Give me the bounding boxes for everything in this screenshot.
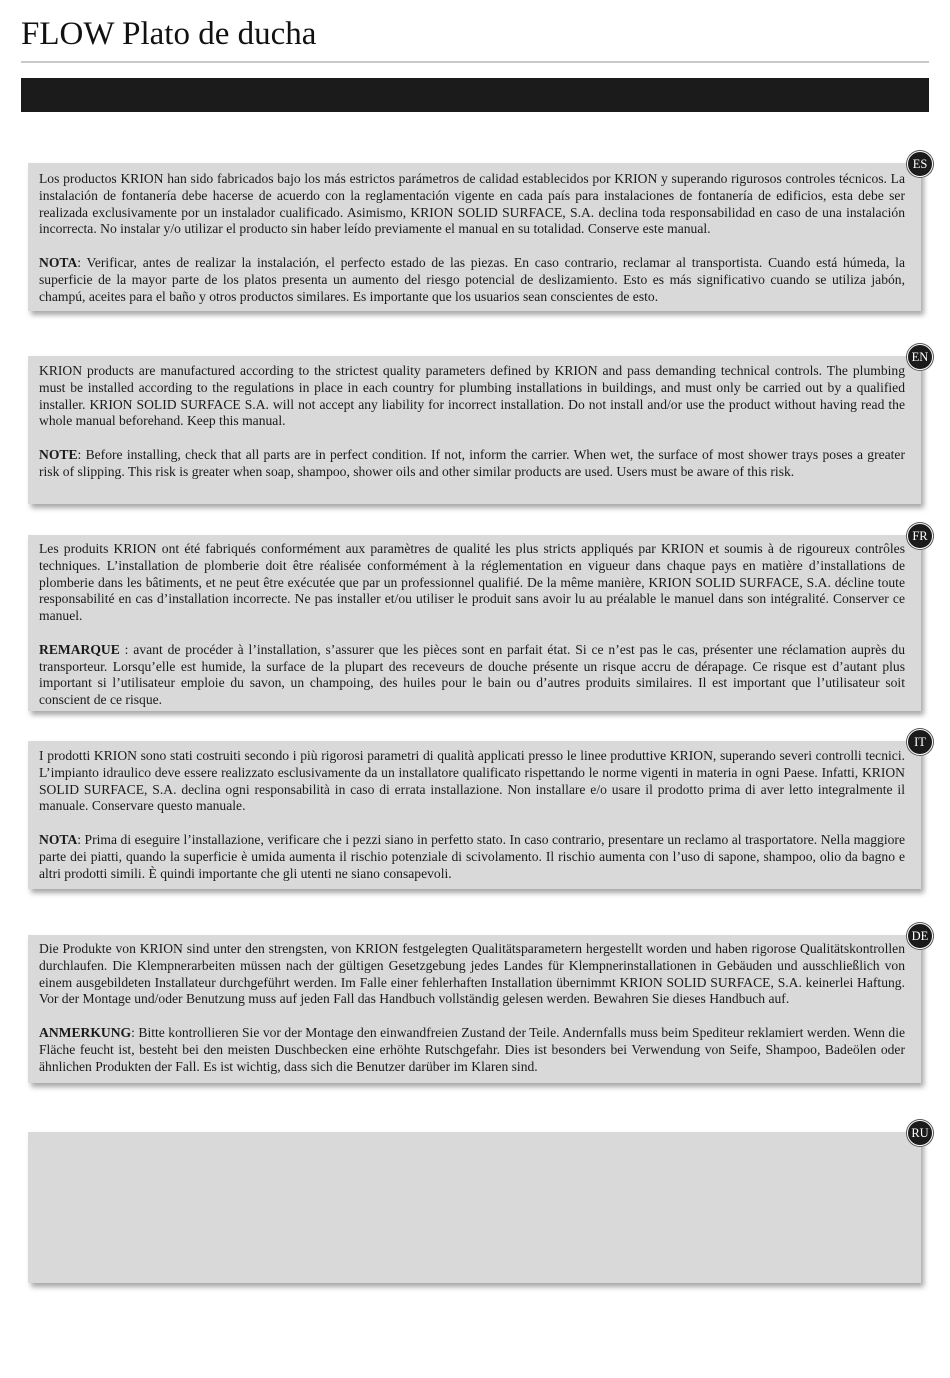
- section-it-note: [39, 832, 905, 882]
- section-es: [28, 157, 928, 311]
- section-fr-body: Les produits KRION ont été fabriqués conformément aux paramètres de qualité les plus stricts appliqués par KRION et soumis à de rigoureux contrôles techniques. L’installation de plomberie doit être réalisée conformément à la réglementation en vigueur dans chaque pays en matière d’installations de plomberie dans les bâtiments, et ne peut être exécutée que par un professionnel qualifié. De la même manière, KRION SOLID SURFACE, S.A. décline toute responsabilité en cas d’installation incorrecte. Ne pas installer et/ou utiliser le produit sans avoir lu au préalable le manuel dans son intégralité. Conserver ce manuel.: [39, 541, 905, 624]
- note-label: REMARQUE: [39, 641, 120, 657]
- note-label: NOTA: [39, 831, 78, 847]
- section-fr: [28, 529, 928, 711]
- section-it-body: I prodotti KRION sono stati costruiti secondo i più rigorosi parametri di qualità applicati presso le linee produttive KRION, superando severi controlli tecnici. L’impianto idraulico deve essere realizzato esclusivamente da un installatore qualificato rispettando le norme vigenti in materia in ogni Paese. Infatti, KRION SOLID SURFACE, S.A. declina ogni responsabilità in caso di errata installazione. Non installare e/o usare il prodotto prima di aver letto integralmente il manuale. Conservare questo manuale.: [39, 748, 905, 814]
- note-text: : avant de procéder à l’installation, s’assurer que les pièces sont en parfait état. Si ce n’est pas le cas, présenter une réclamation auprès du transporteur. Lorsqu’elle est humide, la surface de la plupart des receveurs de douche présente un risque accru de dérapage. Ce risque est d’autant plus important si l’utilisateur emploie du savon, un champoing, des huiles pour le bain ou d’autres produits similaires. Il est important que l’utilisateur soit conscient de ce risque.: [39, 641, 905, 708]
- lang-badge-de: DE: [907, 923, 933, 949]
- section-de: [28, 929, 929, 1083]
- note-text: : Verificar, antes de realizar la instalación, el perfecto estado de las piezas. En caso contrario, reclamar al transportista. Cuando está húmeda, la superficie de la mayor parte de los platos presenta un aumento del riesgo potencial de deslizamiento. Esto es más significativo cuando se utiliza jabón, champú, aceites para el baño y otros productos similares. Es importante que los usuarios sean conscientes de esto.: [39, 254, 905, 304]
- note-text: : Prima di eseguire l’installazione, verificare che i pezzi siano in perfetto stato. In caso contrario, presentare un reclamo al trasportatore. Nella maggiore parte dei piatti, quando la superficie è umida aumenta il rischio potenziale di scivolamento. Il rischio aumenta con l’uso di sapone, shampoo, olio da bagno e altri prodotti simili. È quindi importante che gli utenti ne siano consapevoli.: [39, 831, 905, 881]
- lang-badge-it: IT: [907, 729, 933, 755]
- section-es-note: [39, 255, 905, 305]
- lang-badge-fr: FR: [907, 523, 933, 549]
- note-label: ANMERKUNG: [39, 1024, 132, 1040]
- section-de-note: [39, 1025, 905, 1075]
- lang-badge-ru: RU: [907, 1120, 933, 1146]
- lang-badge-en: EN: [907, 344, 933, 370]
- section-fr-note: [39, 642, 905, 709]
- section-en-note: [39, 447, 905, 481]
- page-title: FLOW Plato de ducha: [21, 16, 317, 52]
- header-band: [21, 78, 929, 112]
- note-text: : Bitte kontrollieren Sie vor der Montage den einwandfreien Zustand der Teile. Andernfalls muss beim Spediteur reklamiert werden. Wenn die Fläche feucht ist, besteht bei den meisten Duschbecken eine erhöhte Rutschgefahr. Dies ist besonders bei Verwendung von Seife, Shampoo, Badeölen oder ähnlichen Produkten der Fall. Es ist wichtig, dass sich die Benutzer darüber im Klaren sind.: [39, 1024, 905, 1074]
- section-en: [28, 350, 929, 504]
- section-it: [28, 735, 926, 889]
- note-label: NOTE: [39, 446, 78, 462]
- section-ru: [28, 1126, 929, 1283]
- note-label: NOTA: [39, 254, 78, 270]
- lang-badge-es: ES: [907, 151, 933, 177]
- section-de-body: Die Produkte von KRION sind unter den strengsten, von KRION festgelegten Qualitätsparametern hergestellt worden und haben rigorose Qualitätskontrollen durchlaufen. Die Klempnerarbeiten müssen nach der gültigen Gesetzgebung jedes Landes für Klempnerinstallationen in Gebäuden und ausschließlich von einem ausgebildeten Installateur durchgeführt werden. Im Falle einer fehlerhaften Installation übernimmt KRION SOLID SURFACE, S.A. keinerlei Haftung. Vor der Montage und/oder Benutzung muss auf jeden Fall das Handbuch vollständig gelesen werden. Bewahren Sie dieses Handbuch auf.: [39, 941, 905, 1007]
- note-text: : Before installing, check that all parts are in perfect condition. If not, inform the carrier. When wet, the surface of most shower trays poses a greater risk of slipping. This risk is greater when soap, shampoo, shower oils and other similar products are used. Users must be aware of this risk.: [39, 446, 905, 479]
- section-en-body: KRION products are manufactured according to the strictest quality parameters defined by KRION and pass demanding technical controls. The plumbing must be installed according to the regulations in place in each country for plumbing installations in buildings, and must only be carried out by a qualified installer. KRION SOLID SURFACE S.A. will not accept any liability for incorrect installation. Do not install and/or use the product without having read the whole manual beforehand. Keep this manual.: [39, 363, 905, 429]
- title-divider: [21, 61, 929, 63]
- section-es-body: Los productos KRION han sido fabricados bajo los más estrictos parámetros de calidad establecidos por KRION y superando rigurosos controles técnicos. La instalación de fontanería debe hacerse de acuerdo con la reglamentación vigente en cada país para instalaciones de fontanería de edificios, esta debe ser realizada exclusivamente por un instalador cualificado. Asimismo, KRION SOLID SURFACE, S.A. declina toda responsabilidad en caso de una instalación incorrecta. No instalar y/o utilizar el producto sin haber leído previamente el manual en su totalidad. Conserve este manual.: [39, 171, 905, 237]
